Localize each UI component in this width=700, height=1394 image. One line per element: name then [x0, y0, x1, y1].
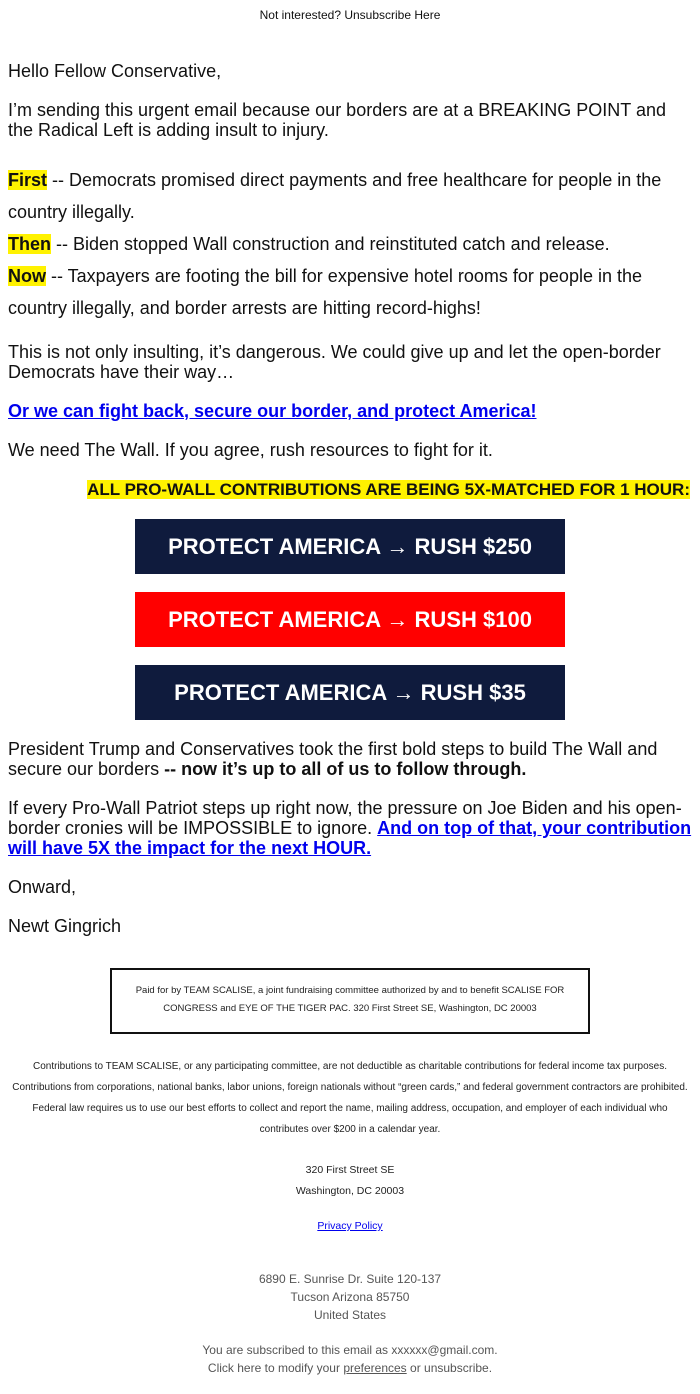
subscribed-line [0, 1341, 700, 1359]
trump-paragraph [8, 739, 692, 779]
rush-100-button[interactable]: PROTECT AMERICA → RUSH $100 [135, 592, 565, 647]
trump-bold: -- now it’s up to all of us to follow through. [164, 759, 527, 779]
patriot-paragraph [8, 798, 692, 858]
privacy-policy-link[interactable]: Privacy Policy [317, 1220, 383, 1232]
privacy-row [0, 1220, 700, 1232]
subscribed-prefix: You are subscribed to this email as [202, 1343, 392, 1357]
top-unsubscribe [0, 0, 700, 28]
subscribed-email: xxxxxx@gmail.com [391, 1343, 495, 1357]
address-line-1: 320 First Street SE [305, 1164, 395, 1176]
first-text: -- Democrats promised direct payments and free healthcare for people in the country illegally. [8, 170, 662, 222]
then-point [8, 228, 692, 260]
signature: Newt Gingrich [8, 916, 122, 936]
mailer-line-1: 6890 E. Sunrise Dr. Suite 120-137 [258, 1272, 442, 1286]
closing: Onward, [8, 877, 77, 897]
then-label: Then [8, 234, 51, 254]
subscribed-suffix: . [494, 1343, 498, 1357]
unsubscribe-link[interactable]: Not interested? Unsubscribe Here [259, 8, 441, 22]
mailer-address [0, 1270, 700, 1324]
match-banner-text: ALL PRO-WALL CONTRIBUTIONS ARE BEING 5X-MATCHED FOR 1 HOUR: [87, 480, 690, 499]
modify-line [0, 1359, 700, 1377]
modify-suffix: or unsubscribe. [406, 1361, 493, 1375]
paid-for-box [110, 968, 590, 1034]
committee-address [0, 1160, 700, 1202]
mailer-line-3: United States [313, 1308, 387, 1322]
email-body [0, 61, 700, 936]
greeting: Hello Fellow Conservative, [8, 61, 222, 81]
insult-paragraph: This is not only insulting, it’s dangerous. We could give up and let the open-border Democrats have their way… [8, 342, 661, 382]
paid-for-text: Paid for by TEAM SCALISE, a joint fundraising committee authorized by and to benefit SCALISE FOR CONGRESS and EYE OF THE TIGER PAC. 320 First Street SE, Washington, DC 20003 [135, 985, 565, 1014]
impact-link[interactable]: And on top of that, your contribution will have 5X the impact for the next HOUR. [8, 818, 692, 858]
patriot-text: If every Pro-Wall Patriot steps up right now, the pressure on Joe Biden and his open-border cronies will be IMPOSSIBLE to ignore. [8, 798, 682, 838]
preferences-link[interactable]: preferences [343, 1361, 407, 1375]
modify-prefix: Click here to modify your [207, 1361, 344, 1375]
contribution-disclaimer: Contributions to TEAM SCALISE, or any participating committee, are not deductible as charitable contributions for federal income tax purposes. Contributions from corporations, national banks, labor unions, foreign nationals without “green cards,” and federal government contractors are prohibited. Federal law requires us to use our best efforts to collect and report the name, mailing address, occupation, and employer of each individual who contributes over $200 in a calendar year. [12, 1061, 688, 1135]
fight-back-link[interactable]: Or we can fight back, secure our border, and protect America! [8, 401, 537, 421]
first-label: First [8, 170, 48, 190]
urgent-paragraph: I’m sending this urgent email because our borders are at a BREAKING POINT and the Radical Left is adding insult to injury. [8, 100, 666, 140]
address-line-2: Washington, DC 20003 [295, 1185, 405, 1197]
now-label: Now [8, 266, 46, 286]
mailer-line-2: Tucson Arizona 85750 [290, 1290, 410, 1304]
match-banner [8, 480, 692, 500]
subscription-info [0, 1341, 700, 1377]
rush-35-button[interactable]: PROTECT AMERICA → RUSH $35 [135, 665, 565, 720]
now-point [8, 260, 692, 324]
trump-text: President Trump and Conservatives took the first bold steps to build The Wall and secure our borders [8, 739, 658, 779]
fight-paragraph [8, 401, 692, 421]
first-point [8, 164, 692, 228]
then-text: -- Biden stopped Wall construction and reinstituted catch and release. [51, 234, 610, 254]
rush-250-button[interactable]: PROTECT AMERICA → RUSH $250 [135, 519, 565, 574]
need-wall-paragraph: We need The Wall. If you agree, rush resources to fight for it. [8, 440, 493, 460]
now-text: -- Taxpayers are footing the bill for expensive hotel rooms for people in the country illegally, and border arrests are hitting record-highs! [8, 266, 642, 318]
